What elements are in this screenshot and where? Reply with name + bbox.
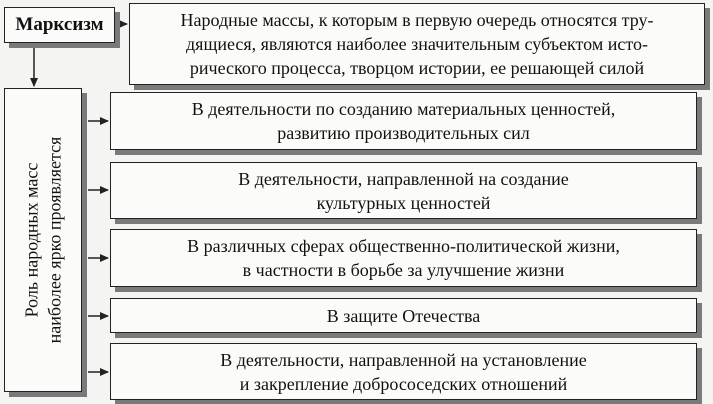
definition-line-3: рического процесса, творцом истории, ее решающей силой xyxy=(189,58,645,78)
role-label-line-2: наиболее ярко проявляется xyxy=(44,136,64,344)
marxism-title: Марксизм xyxy=(15,14,104,35)
manifestation-box-culture xyxy=(110,162,697,219)
manifestation-line: В деятельности, направленной на установление xyxy=(220,349,587,370)
manifestation-line: в частности в борьбе за улучшение жизни xyxy=(242,260,565,280)
definition-line-1: Народные массы, к которым в первую очередь относятся тру- xyxy=(180,10,654,30)
definition-line-2: дящиеся, являются наиболее значительным субъектом исто- xyxy=(186,34,648,54)
definition-box xyxy=(129,3,705,85)
role-label xyxy=(20,137,66,344)
manifestation-line: В деятельности, направленной на создание xyxy=(238,168,569,189)
manifestation-box-neighbors xyxy=(110,343,697,400)
manifestation-box-material xyxy=(110,92,697,150)
manifestation-line: В различных сферах общественно-политической жизни, xyxy=(187,236,620,256)
manifestation-line: В деятельности по созданию материальных ценностей, xyxy=(191,99,616,119)
role-label-line-1: Роль народных масс xyxy=(21,162,41,318)
manifestation-line: В защите Отечества xyxy=(326,305,481,326)
manifestation-line: развитию производительных сил xyxy=(277,123,530,143)
manifestation-line: и закрепление добрососедских отношений xyxy=(239,373,568,394)
marxism-title-box xyxy=(4,7,115,43)
role-box xyxy=(4,88,82,392)
manifestation-box-politics xyxy=(110,229,697,287)
manifestation-box-defense xyxy=(110,298,697,333)
manifestation-line: культурных ценностей xyxy=(316,192,491,213)
